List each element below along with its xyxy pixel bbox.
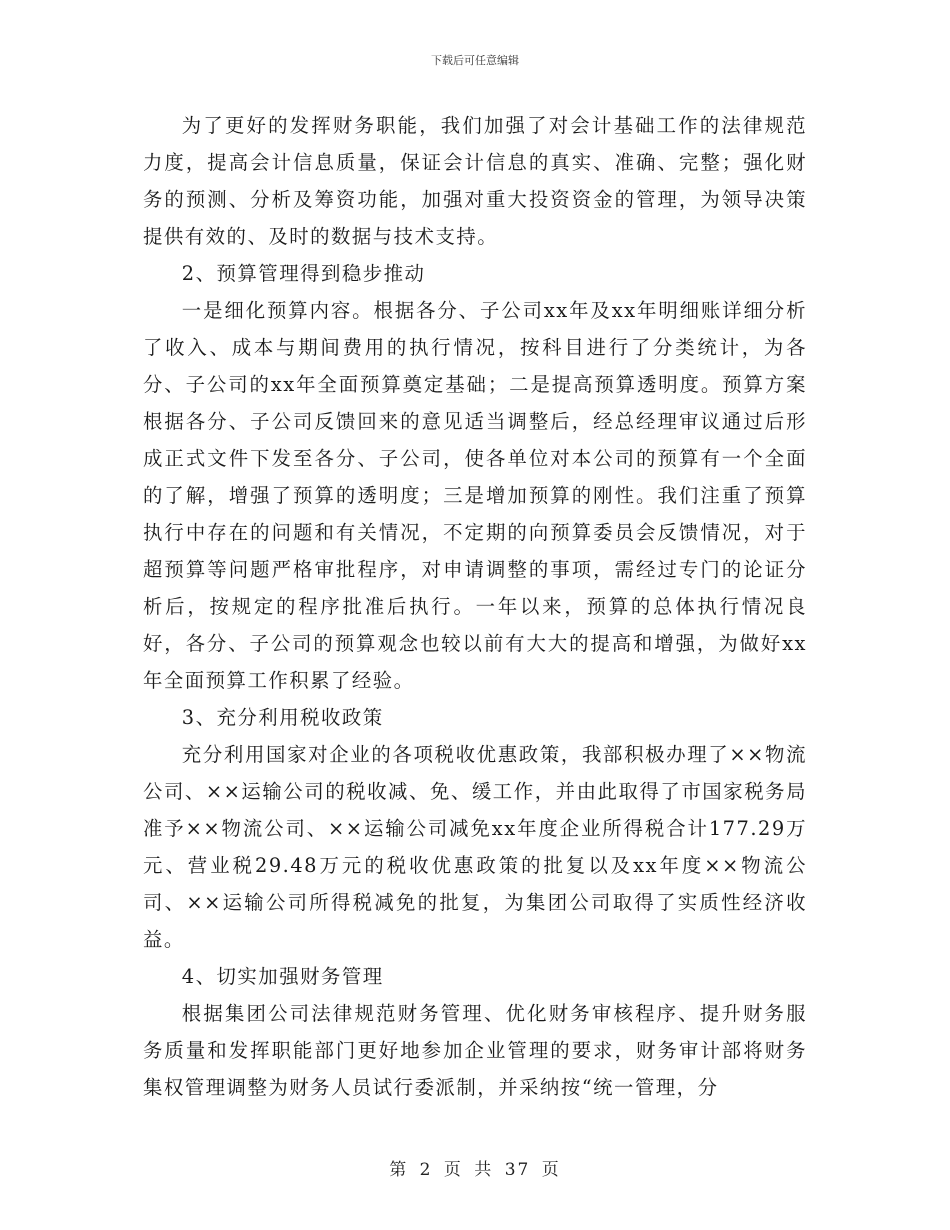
paragraph-2: 一是细化预算内容。根据各分、子公司xx年及xx年明细账详细分析了收入、成本与期间费用的执行情况，按科目进行了分类统计，为各分、子公司的xx年全面预算奠定基础；二是提高预算透明度。预算方案根据各分、子公司反馈回来的意见适当调整后，经总经理审议通过后形成正式文件下发至各分、子公司，使各单位对本公司的预算有一个全面的了解，增强了预算的透明度；三是增加预算的刚性。我们注重了预算执行中存在的问题和有关情况，不定期的向预算委员会反馈情况，对于超预算等问题严格审批程序，对申请调整的事项，需经过专门的论证分析后，按规定的程序批准后执行。一年以来，预算的总体执行情况良好，各分、子公司的预算观念也较以前有大大的提高和增强，为做好xx年全面预算工作积累了经验。 bbox=[143, 299, 807, 692]
page-footer: 第 2 页 共 37 页 bbox=[389, 1160, 561, 1180]
paragraph-4: 根据集团公司法律规范财务管理、优化财务审核程序、提升财务服务质量和发挥职能部门更好地参加企业管理的要求，财务审计部将财务集权管理调整为财务人员试行委派制，并采纳按“统一管理，分 bbox=[143, 1002, 807, 1099]
section-heading-4: 4、切实加强财务管理 bbox=[181, 965, 384, 988]
document-body bbox=[143, 107, 807, 1106]
section-heading-3: 3、充分利用税收政策 bbox=[181, 706, 384, 729]
page-header: 下载后可任意编辑 bbox=[431, 54, 519, 67]
section-heading-2: 2、预算管理得到稳步推动 bbox=[181, 262, 426, 285]
paragraph-1: 为了更好的发挥财务职能，我们加强了对会计基础工作的法律规范力度，提高会计信息质量，保证会计信息的真实、准确、完整；强化财务的预测、分析及筹资功能，加强对重大投资资金的管理，为领导决策提供有效的、及时的数据与技术支持。 bbox=[143, 114, 807, 248]
paragraph-3: 充分利用国家对企业的各项税收优惠政策，我部积极办理了××物流公司、××运输公司的税收减、免、缓工作，并由此取得了市国家税务局准予××物流公司、××运输公司减免xx年度企业所得税合计177.29万元、营业税29.48万元的税收优惠政策的批复以及xx年度××物流公司、××运输公司所得税减免的批复，为集团公司取得了实质性经济收益。 bbox=[143, 743, 807, 951]
